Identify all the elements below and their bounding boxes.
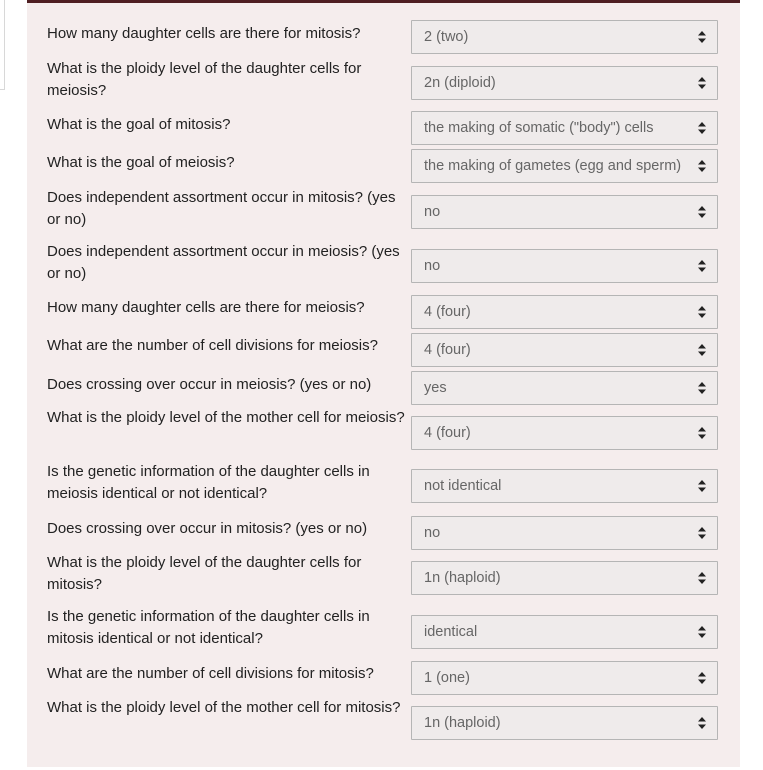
up-down-chevron-icon [698, 77, 706, 89]
selected-answer: 2n (diploid) [424, 75, 496, 91]
selected-answer: 1n (haploid) [424, 715, 501, 731]
left-panel-edge [0, 0, 5, 90]
up-down-chevron-icon [698, 717, 706, 729]
answer-select[interactable] [411, 516, 718, 550]
selected-answer: the making of gametes (egg and sperm) [424, 158, 682, 174]
up-down-chevron-icon [698, 31, 706, 43]
up-down-chevron-icon [698, 160, 706, 172]
up-down-chevron-icon [698, 427, 706, 439]
answer-select[interactable] [411, 706, 718, 740]
selected-answer: no [424, 525, 441, 541]
question-row [27, 149, 740, 185]
question-row [27, 58, 740, 102]
answer-select[interactable] [411, 333, 718, 367]
selected-answer: 1n (haploid) [424, 570, 501, 586]
question-row [27, 552, 740, 596]
question-text: Does crossing over occur in meiosis? (yes or no) [47, 376, 372, 393]
selected-answer: the making of somatic ("body") cells [424, 120, 654, 136]
answer-select[interactable] [411, 20, 718, 54]
selected-answer: 1 (one) [424, 670, 470, 686]
answer-select[interactable] [411, 149, 718, 183]
selected-answer: no [424, 258, 441, 274]
up-down-chevron-icon [698, 527, 706, 539]
matching-question-panel [27, 3, 740, 767]
question-row [27, 187, 740, 231]
question-text: Does crossing over occur in mitosis? (yes or no) [47, 520, 368, 537]
question-row [27, 606, 740, 650]
question-row [27, 111, 740, 147]
selected-answer: not identical [424, 478, 502, 494]
answer-select[interactable] [411, 249, 718, 283]
question-row [27, 20, 740, 56]
answer-select[interactable] [411, 661, 718, 695]
question-text: Does independent assortment occur in mitosis? (yes or no) [47, 189, 396, 228]
question-text: What are the number of cell divisions for meiosis? [47, 337, 378, 354]
question-text: How many daughter cells are there for meiosis? [47, 299, 365, 316]
question-text: What is the ploidy level of the mother cell for meiosis? [47, 409, 405, 426]
answer-select[interactable] [411, 416, 718, 450]
question-text: What is the goal of mitosis? [47, 116, 231, 133]
up-down-chevron-icon [698, 626, 706, 638]
question-row [27, 371, 740, 407]
answer-select[interactable] [411, 66, 718, 100]
up-down-chevron-icon [698, 260, 706, 272]
question-row [27, 661, 740, 697]
answer-select[interactable] [411, 561, 718, 595]
up-down-chevron-icon [698, 480, 706, 492]
question-row [27, 461, 740, 505]
question-row [27, 241, 740, 285]
question-text: Is the genetic information of the daughter cells in meiosis identical or not identical? [47, 463, 370, 502]
answer-select[interactable] [411, 469, 718, 503]
question-text: How many daughter cells are there for mitosis? [47, 25, 361, 42]
answer-select[interactable] [411, 111, 718, 145]
selected-answer: 4 (four) [424, 304, 471, 320]
up-down-chevron-icon [698, 382, 706, 394]
question-row [27, 333, 740, 369]
selected-answer: no [424, 204, 441, 220]
answer-select[interactable] [411, 371, 718, 405]
question-text: Is the genetic information of the daughter cells in mitosis identical or not identical? [47, 608, 370, 647]
question-text: What is the ploidy level of the daughter cells for meiosis? [47, 60, 362, 99]
up-down-chevron-icon [698, 206, 706, 218]
selected-answer: 4 (four) [424, 342, 471, 358]
up-down-chevron-icon [698, 306, 706, 318]
up-down-chevron-icon [698, 572, 706, 584]
answer-select[interactable] [411, 615, 718, 649]
selected-answer: 4 (four) [424, 425, 471, 441]
question-row [27, 516, 740, 552]
question-row [27, 295, 740, 331]
answer-select[interactable] [411, 195, 718, 229]
up-down-chevron-icon [698, 672, 706, 684]
up-down-chevron-icon [698, 122, 706, 134]
question-row [27, 697, 740, 741]
question-text: What is the ploidy level of the daughter cells for mitosis? [47, 554, 362, 593]
up-down-chevron-icon [698, 344, 706, 356]
question-text: Does independent assortment occur in meiosis? (yes or no) [47, 243, 400, 282]
question-text: What is the goal of meiosis? [47, 154, 235, 171]
question-row [27, 407, 740, 451]
question-text: What are the number of cell divisions for mitosis? [47, 665, 374, 682]
answer-select[interactable] [411, 295, 718, 329]
selected-answer: 2 (two) [424, 29, 469, 45]
selected-answer: yes [424, 380, 447, 396]
selected-answer: identical [424, 624, 478, 640]
question-text: What is the ploidy level of the mother cell for mitosis? [47, 699, 401, 716]
